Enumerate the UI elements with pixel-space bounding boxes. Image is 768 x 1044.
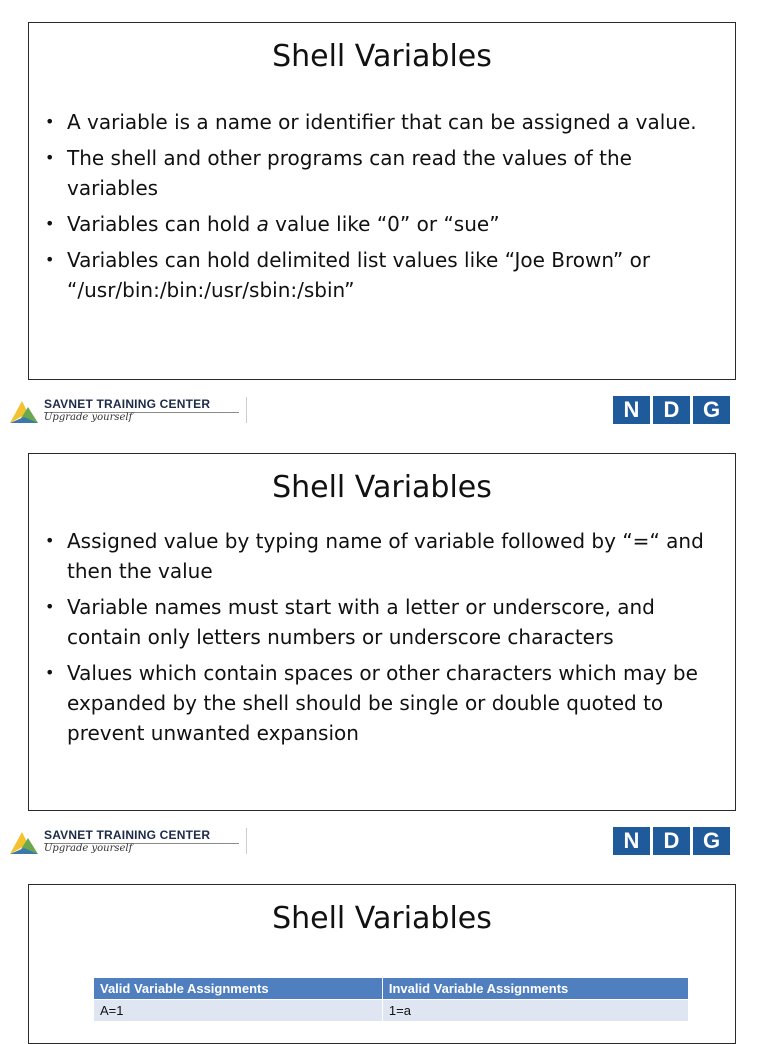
savnet-logo [8, 397, 244, 425]
slide-1 [28, 22, 736, 380]
slide-3 [28, 884, 736, 1044]
list-item: • Variable names must start with a letter or underscore, and contain only letters numbers or underscore characters [45, 595, 655, 649]
assignment-table [93, 977, 689, 1022]
table-cell: A=1 [94, 1000, 383, 1022]
brand-name: SAVNET TRAINING CENTER [44, 397, 239, 413]
ndg-letter: D [653, 396, 690, 424]
slide-footer [0, 393, 768, 429]
slide-title: Shell Variables [272, 901, 492, 936]
list-item: • A variable is a name or identifier that can be assigned a value. [45, 110, 697, 134]
bullet-list [45, 107, 721, 311]
ndg-letter: N [613, 396, 650, 424]
list-item: • Values which contain spaces or other characters which may be expanded by the shell should be single or double quoted to prevent unwanted expansion [45, 661, 698, 745]
table-row [94, 1000, 689, 1022]
list-item: • Variables can hold a value like “0” or “sue” [45, 212, 500, 236]
brand-name: SAVNET TRAINING CENTER [44, 828, 239, 844]
ndg-letter: N [613, 827, 650, 855]
ndg-letter: D [653, 827, 690, 855]
slide-title: Shell Variables [272, 39, 492, 74]
list-item: • Assigned value by typing name of variable followed by “=“ and then the value [45, 529, 704, 583]
slide-footer [0, 824, 768, 860]
table-header: Valid Variable Assignments [94, 978, 383, 1000]
ndg-logo [613, 396, 730, 424]
table-header: Invalid Variable Assignments [382, 978, 688, 1000]
bullet-list [45, 526, 721, 754]
brand-tagline: Upgrade yourself [44, 412, 133, 423]
list-item: • Variables can hold delimited list values like “Joe Brown” or “/usr/bin:/bin:/usr/sbin:/sbin” [45, 248, 651, 302]
ndg-letter: G [693, 827, 730, 855]
slide-2 [28, 453, 736, 811]
savnet-logo [8, 828, 244, 856]
list-item: • The shell and other programs can read the values of the variables [45, 146, 632, 200]
savnet-triangle-icon [8, 399, 40, 425]
brand-tagline: Upgrade yourself [44, 843, 133, 854]
savnet-triangle-icon [8, 830, 40, 856]
ndg-logo [613, 827, 730, 855]
ndg-letter: G [693, 396, 730, 424]
table-cell: 1=a [382, 1000, 688, 1022]
slide-title: Shell Variables [272, 470, 492, 505]
